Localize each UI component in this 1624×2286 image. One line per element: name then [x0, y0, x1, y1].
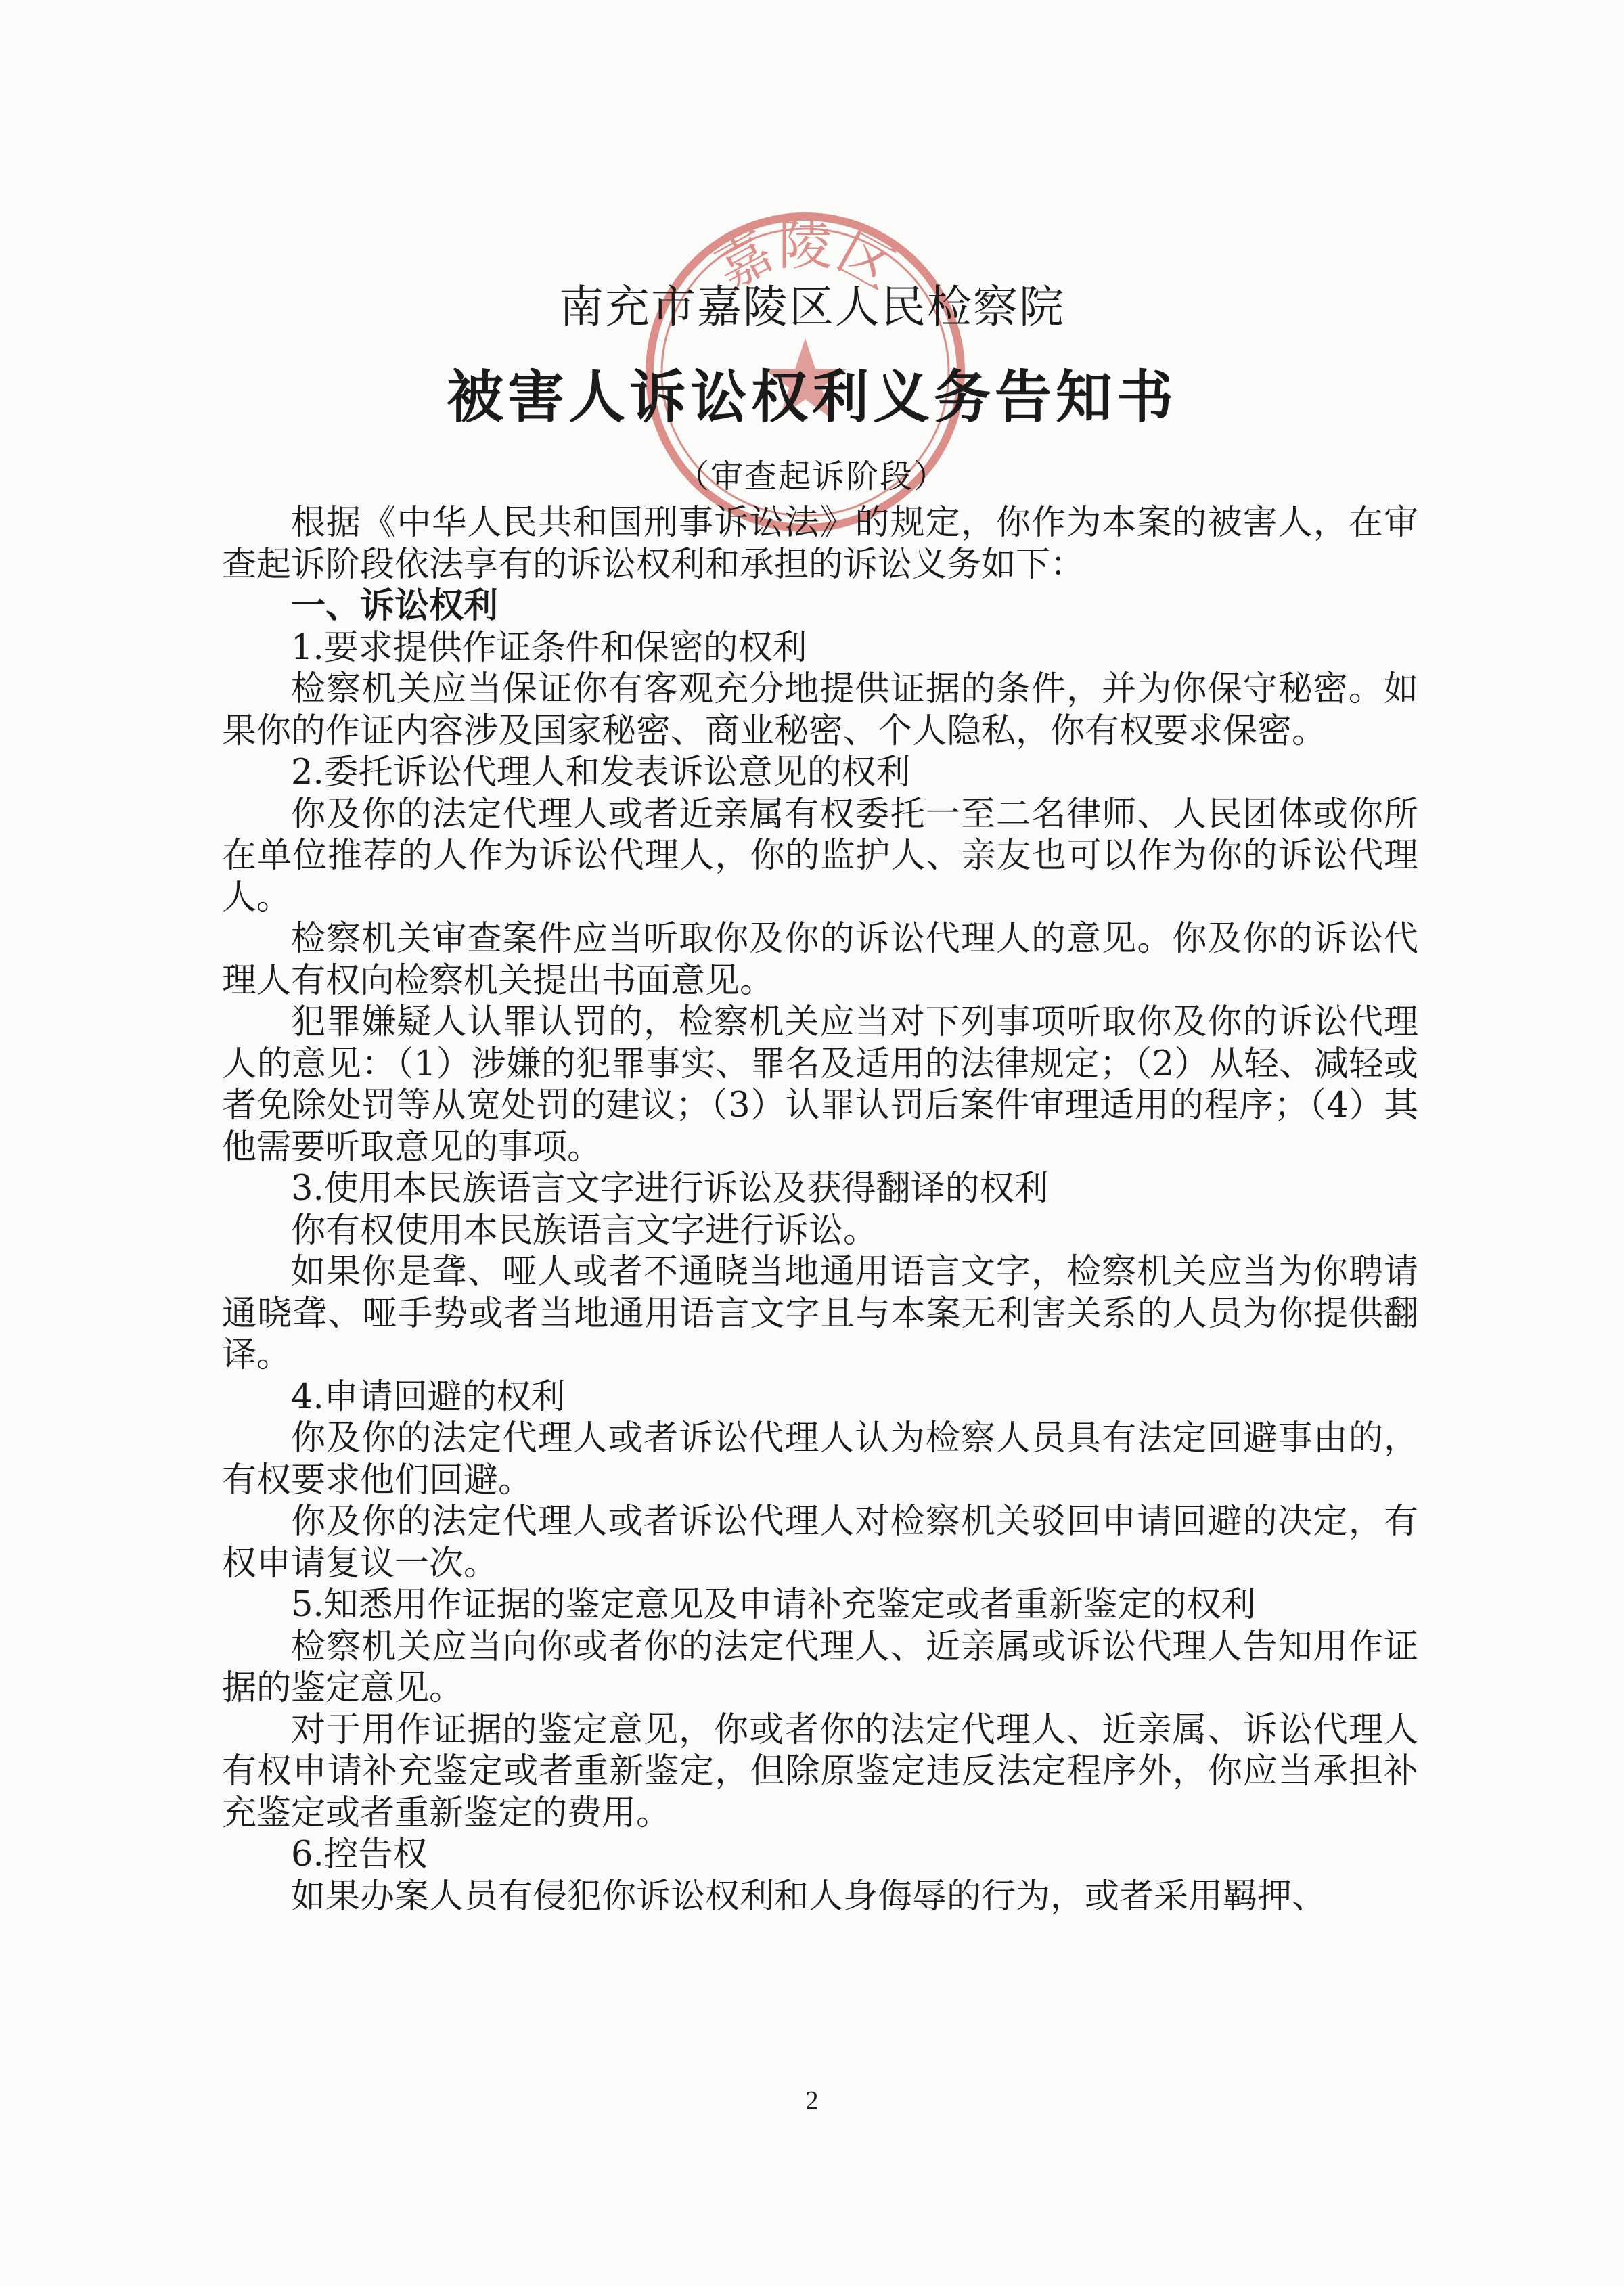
- section-heading: 一、诉讼权利: [291, 585, 499, 626]
- subsection-heading: 1.要求提供作证条件和保密的权利: [291, 627, 807, 668]
- issuing-organization: 南充市嘉陵区人民检察院: [559, 281, 1065, 333]
- body-paragraph: 对于用作证据的鉴定意见，你或者你的法定代理人、近亲属、诉讼代理人有权申请补充鉴定或者重新鉴定，但除原鉴定违反法定程序外，你应当承担补充鉴定或者重新鉴定的费用。: [222, 1709, 1418, 1833]
- body-paragraph: 你有权使用本民族语言文字进行诉讼。: [291, 1210, 878, 1251]
- body-paragraph: 如果你是聋、哑人或者不通晓当地通用语言文字，检察机关应当为你聘请通晓聋、哑手势或者当地通用语言文字且与本案无利害关系的人员为你提供翻译。: [222, 1252, 1418, 1375]
- subsection-heading: 5.知悉用作证据的鉴定意见及申请补充鉴定或者重新鉴定的权利: [291, 1585, 1256, 1625]
- page-number: 2: [805, 2086, 819, 2115]
- body-paragraph: 你及你的法定代理人或者诉讼代理人认为检察人员具有法定回避事由的，有权要求他们回避。: [222, 1418, 1418, 1500]
- body-paragraph: 如果办案人员有侵犯你诉讼权利和人身侮辱的行为，或者采用羁押、: [291, 1876, 1327, 1917]
- body-paragraph: 检察机关审查案件应当听取你及你的诉讼代理人的意见。你及你的诉讼代理人有权向检察机关提出书面意见。: [222, 919, 1418, 1001]
- subsection-heading: 4.申请回避的权利: [291, 1376, 566, 1417]
- body-paragraph: 犯罪嫌疑人认罪认罚的，检察机关应当对下列事项听取你及你的诉讼代理人的意见：（1）涉嫌的犯罪事实、罪名及适用的法律规定；（2）从轻、减轻或者免除处罚等从宽处罚的建议；（3）认罪认罚后案件审理适用的程序；（4）其他需要听取意见的事项。: [222, 1002, 1418, 1167]
- svg-text:嘉陵区: 嘉陵区: [705, 214, 905, 302]
- body-paragraph: 你及你的法定代理人或者近亲属有权委托一至二名律师、人民团体或你所在单位推荐的人作为诉讼代理人，你的监护人、亲友也可以作为你的诉讼代理人。: [222, 794, 1418, 918]
- body-paragraph: 检察机关应当保证你有客观充分地提供证据的条件，并为你保守秘密。如果你的作证内容涉及国家秘密、商业秘密、个人隐私，你有权要求保密。: [222, 669, 1418, 751]
- document-stage: （审查起诉阶段）: [676, 457, 947, 495]
- body-paragraph: 检察机关应当向你或者你的法定代理人、近亲属或诉讼代理人告知用作证据的鉴定意见。: [222, 1626, 1418, 1708]
- document-title: 被害人诉讼权利义务告知书: [446, 363, 1177, 430]
- subsection-heading: 3.使用本民族语言文字进行诉讼及获得翻译的权利: [291, 1169, 1049, 1209]
- body-paragraph: 你及你的法定代理人或者诉讼代理人对检察机关驳回申请回避的决定，有权申请复议一次。: [222, 1502, 1418, 1584]
- intro-paragraph: 根据《中华人民共和国刑事诉讼法》的规定，你作为本案的被害人，在审查起诉阶段依法享有的诉讼权利和承担的诉讼义务如下：: [222, 503, 1418, 585]
- document-body: [222, 502, 1418, 1917]
- subsection-heading: 2.委托诉讼代理人和发表诉讼意见的权利: [291, 753, 911, 792]
- subsection-heading: 6.控告权: [291, 1835, 428, 1875]
